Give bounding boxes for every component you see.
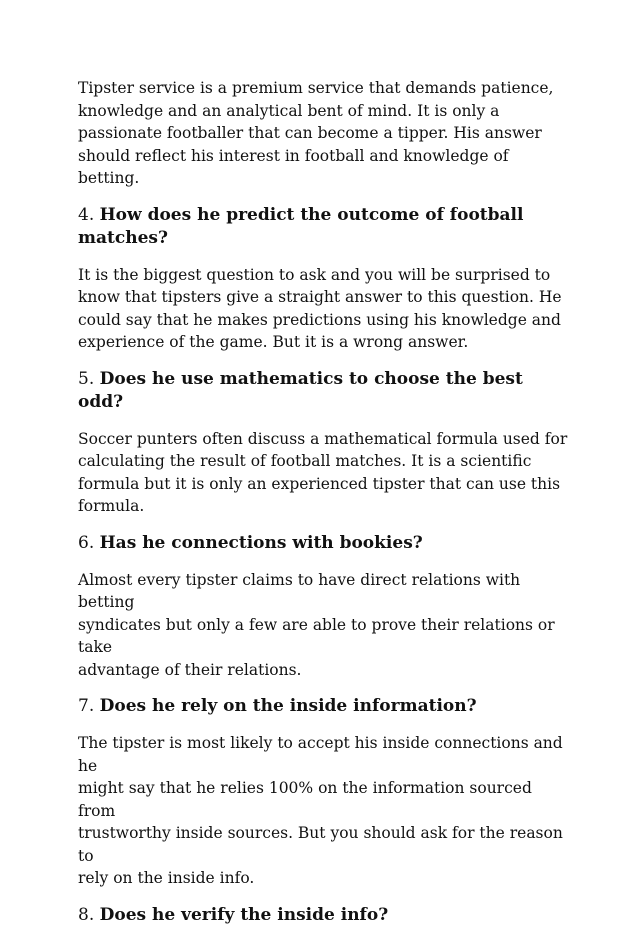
question-text: Does he rely on the inside information? xyxy=(99,696,477,716)
question-number: 6. xyxy=(78,532,100,553)
question-number: 7. xyxy=(78,696,100,716)
question-text: Does he use mathematics to choose the best odd? xyxy=(78,368,523,412)
question-number: 8. xyxy=(78,904,100,925)
answer-paragraph-7: The tipster is most likely to accept his inside connections and he might say that he relies 100% on the information sourced from trustworthy inside sources. But you should ask for the reason to rely on the inside info. xyxy=(78,734,563,887)
answer-paragraph-4: It is the biggest question to ask and you will be surprised to know that tipsters give a straight answer to this question. He could say that he makes predictions using his knowledge and experience of the game. But it is a wrong answer. xyxy=(78,265,562,351)
question-number: 5. xyxy=(78,368,100,389)
question-number: 4. xyxy=(78,204,100,225)
intro-paragraph: Tipster service is a premium service that demands patience, knowledge and an analytical bent of mind. It is only a passionate footballer that can become a tipper. His answer should reflect his interest in football and knowledge of betting. xyxy=(78,79,554,187)
answer-paragraph-5: Soccer punters often discuss a mathematical formula used for calculating the result of football matches. It is a scientific formula but it is only an experienced tipster that can use this formula. xyxy=(78,429,568,515)
answer-paragraph-6: Almost every tipster claims to have direct relations with betting syndicates but only a few are able to prove their relations or take advantage of their relations. xyxy=(78,570,555,679)
question-heading-6 xyxy=(78,532,568,555)
document-page xyxy=(78,77,568,927)
question-text: Does he verify the inside info? xyxy=(99,904,389,925)
question-heading-4 xyxy=(78,204,568,250)
question-heading-7 xyxy=(78,695,568,718)
question-heading-8 xyxy=(78,904,568,927)
question-heading-5 xyxy=(78,368,568,414)
question-text: Has he connections with bookies? xyxy=(99,532,423,553)
question-text: How does he predict the outcome of football matches? xyxy=(78,204,524,248)
